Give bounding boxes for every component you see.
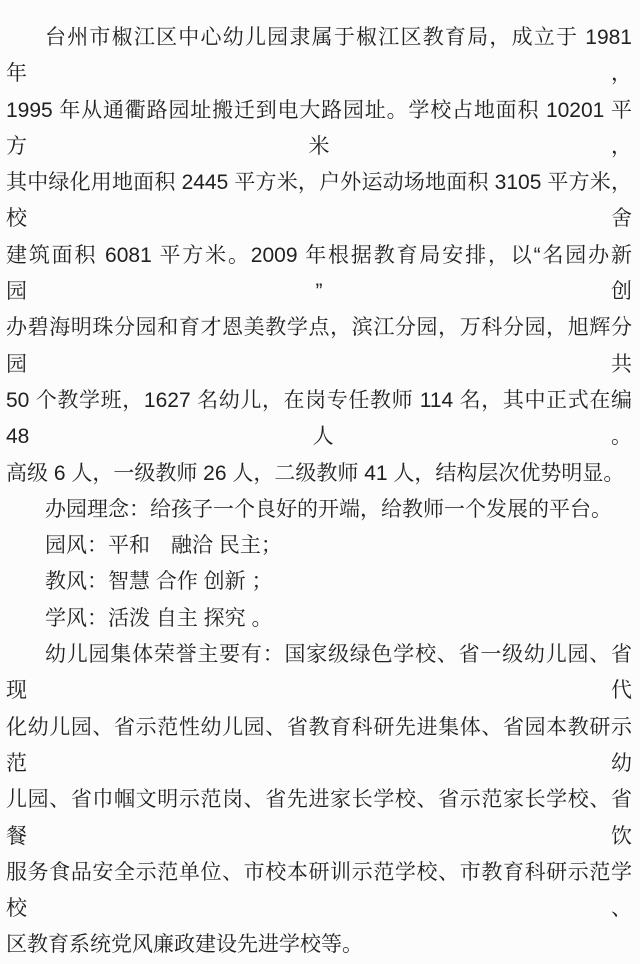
- paragraph-learning-style: [6, 601, 632, 637]
- text-line: 台州市椒江区中心幼儿园隶属于椒江区教育局，成立于 1981 年，: [6, 26, 632, 86]
- paragraph-honors: [6, 637, 632, 964]
- text-line: 其中绿化用地面积 2445 平方米，户外运动场地面积 3105 平方米，校舍: [6, 171, 632, 231]
- text-line: 建筑面积 6081 平方米。2009 年根据教育局安排，以“名园办新园”创: [6, 243, 632, 304]
- paragraph-teaching-style: [6, 564, 632, 600]
- text-line: 化幼儿园、省示范性幼儿园、省教育科研先进集体、省园本教研示范幼: [6, 715, 632, 775]
- paragraph-garden-style: [6, 528, 632, 564]
- text-line: 学风：活泼 自主 探究 。: [45, 606, 273, 630]
- text-line: 儿园、省巾帼文明示范岗、省先进家长学校、省示范家长学校、省餐饮: [6, 788, 632, 848]
- text-line: 园风：平和 融洽 民主；: [45, 534, 282, 558]
- text-line: 办园理念：给孩子一个良好的开端，给教师一个发展的平台。: [45, 497, 612, 521]
- text-line: 区教育系统党风廉政建设先进学校等。: [6, 933, 363, 957]
- text-line: 高级 6 人，一级教师 26 人，二级教师 41 人，结构层次优势明显。: [6, 461, 625, 485]
- text-line: 50 个教学班，1627 名幼儿，在岗专任教师 114 名，其中正式在编 48 人。: [6, 388, 632, 449]
- text-line: 幼儿园集体荣誉主要有：国家级绿色学校、省一级幼儿园、省现代: [6, 643, 632, 703]
- paragraph-philosophy: [6, 492, 632, 528]
- text-line: 办碧海明珠分园和育才恩美教学点，滨江分园，万科分园，旭辉分园共: [6, 316, 632, 376]
- text-line: 教风：智慧 合作 创新 ；: [45, 570, 273, 594]
- text-line: 服务食品安全示范单位、市校本研训示范学校、市教育科研示范学校、: [6, 860, 632, 921]
- text-line: 1995 年从通衢路园址搬迁到电大路园址。学校占地面积 10201 平方米，: [6, 98, 632, 158]
- paragraph-intro: [6, 20, 632, 492]
